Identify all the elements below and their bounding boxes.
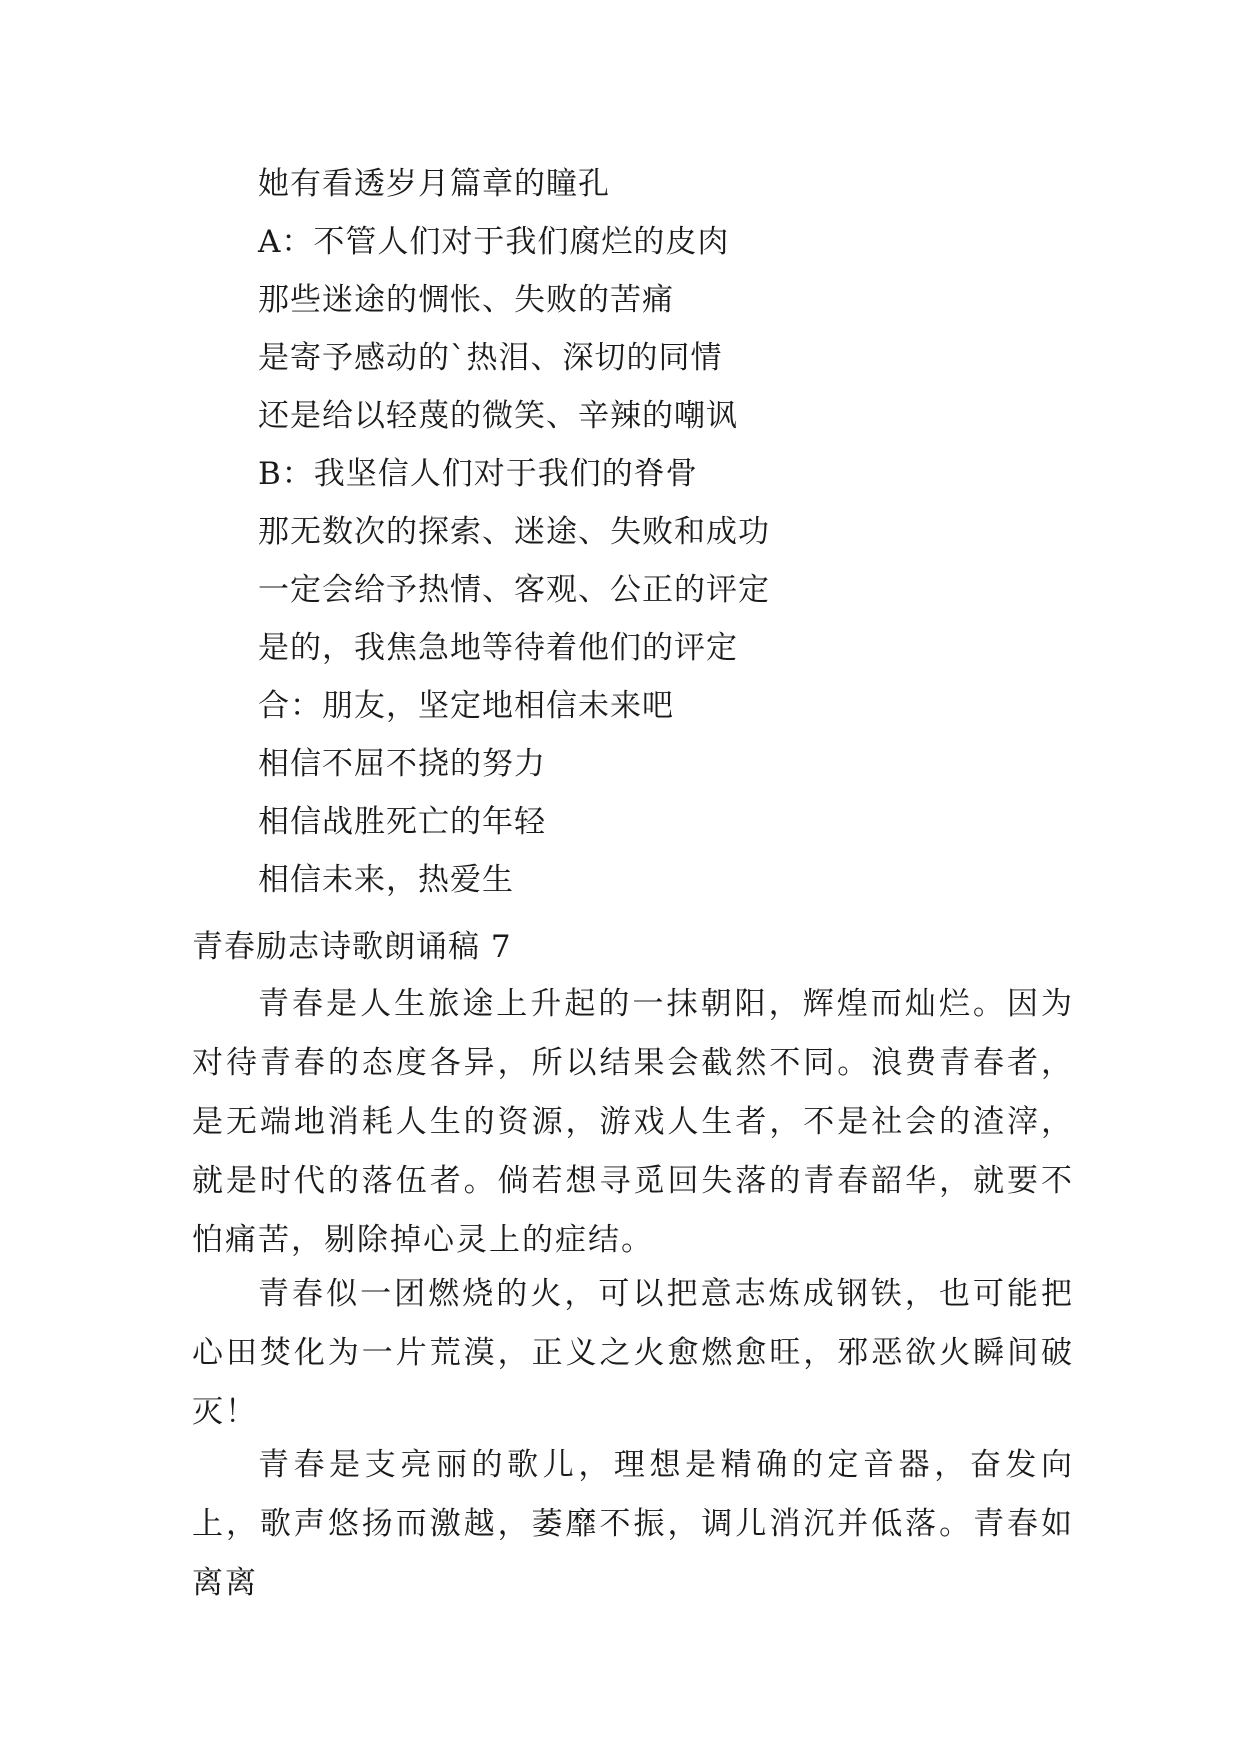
paragraph: 青春是人生旅途上升起的一抹朝阳，辉煌而灿烂。因为对待青春的态度各异，所以结果会截然不同。浪费青春者，是无端地消耗人生的资源，游戏人生者，不是社会的渣滓，就是时代的落伍者。倘若想寻觅回失落的青春韶华，就要不怕痛苦，剔除掉心灵上的症结。 [192,986,1074,1258]
verse-line: 是寄予感动的`热泪、深切的同情 [258,340,723,376]
paragraph: 青春是支亮丽的歌儿，理想是精确的定音器，奋发向上，歌声悠扬而激越，萎靡不振，调儿消沉并低落。青春如离离 [192,1447,1074,1601]
verse-line: 是的，我焦急地等待着他们的评定 [258,630,738,666]
verse-line: 那些迷途的惆怅、失败的苦痛 [258,282,674,318]
verse-line: A：不管人们对于我们腐烂的皮肉 [258,224,730,260]
verse-line: B：我坚信人们对于我们的脊骨 [258,456,698,492]
verse-line: 一定会给予热情、客观、公正的评定 [258,572,770,608]
verse-line: 相信不屈不挠的努力 [258,746,546,782]
verse-line: 相信战胜死亡的年轻 [258,804,546,840]
verse-line: 合：朋友，坚定地相信未来吧 [258,688,674,724]
section-title: 青春励志诗歌朗诵稿 7 [192,929,512,965]
verse-line: 那无数次的探索、迷途、失败和成功 [258,514,770,550]
verse-line: 她有看透岁月篇章的瞳孔 [258,166,610,202]
poem-verse [258,155,770,909]
verse-line: 相信未来，热爱生 [258,862,514,898]
verse-line: 还是给以轻蔑的微笑、辛辣的嘲讽 [258,398,738,434]
paragraph: 青春似一团燃烧的火，可以把意志炼成钢铁，也可能把心田焚化为一片荒漠，正义之火愈燃愈旺，邪恶欲火瞬间破灭！ [192,1276,1074,1430]
